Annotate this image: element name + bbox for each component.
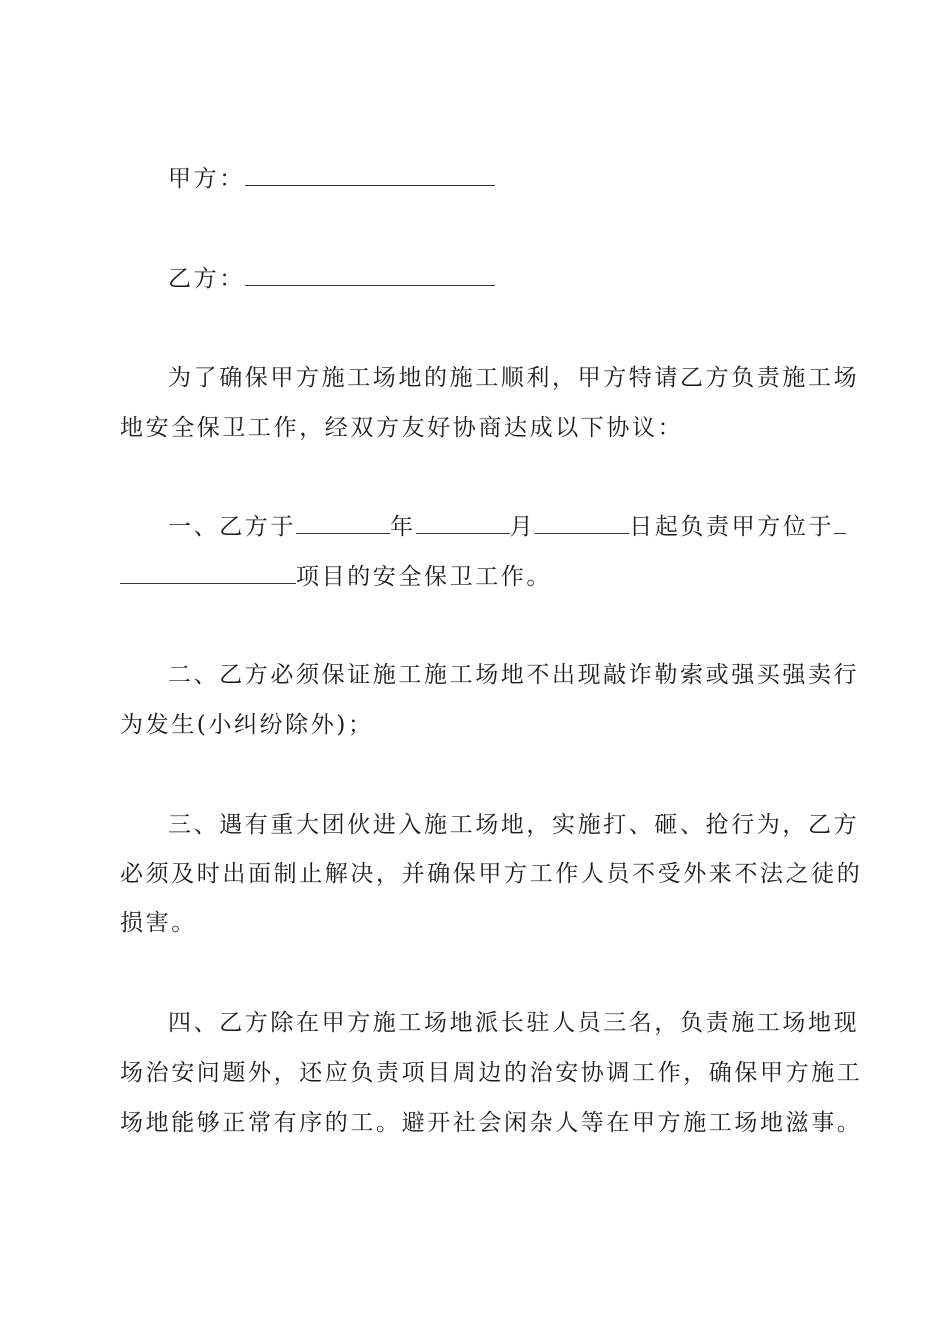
party-b-blank [245, 263, 495, 286]
clause-3-line-3: 损害。 [120, 910, 197, 936]
clause-1-line-1 [168, 511, 835, 542]
clause-2-line-1: 二、乙方必须保证施工施工场地不出现敲诈勒索或强买强卖行 [168, 662, 860, 688]
clause-2-line-2: 为发生(小纠纷除外)； [120, 712, 374, 738]
party-a-blank [245, 163, 495, 186]
clause-4-line-3: 场地能够正常有序的工。避开社会闲杂人等在甲方施工场地滋事。 [120, 1110, 863, 1136]
clause-3-line-2: 必须及时出面制止解决，并确保甲方工作人员不受外来不法之徒的 [120, 861, 863, 887]
location-blank [120, 561, 296, 584]
party-b-label: 乙方： [168, 266, 245, 292]
party-a-line [168, 163, 832, 194]
clause-4-line-1: 四、乙方除在甲方施工场地派长驻人员三名，负责施工场地现 [168, 1010, 860, 1036]
intro-line-2: 地安全保卫工作，经双方友好协商达成以下协议： [120, 415, 684, 441]
clause-1-prefix: 一、乙方于 [168, 514, 296, 540]
intro-line-1: 为了确保甲方施工场地的施工顺利，甲方特请乙方负责施工场 [168, 365, 860, 391]
clause-1-suffix: 项目的安全保卫工作。 [296, 564, 552, 590]
party-a-label: 甲方： [168, 166, 245, 192]
party-b-line [168, 263, 832, 294]
clause-1-month: 月 [509, 514, 536, 540]
clause-1-line-2 [120, 561, 832, 592]
clause-3-line-1: 三、遇有重大团伙进入施工场地，实施打、砸、抢行为，乙方 [168, 812, 860, 838]
clause-1-day-text: 日起负责甲方位于 [629, 514, 835, 540]
location-blank-start [834, 511, 846, 534]
clause-1-year: 年 [390, 514, 416, 540]
day-blank [535, 511, 629, 534]
clause-4-line-2: 场治安问题外，还应负责项目周边的治安协调工作，确保甲方施工 [120, 1060, 863, 1086]
month-blank [416, 511, 510, 534]
year-blank [296, 511, 390, 534]
